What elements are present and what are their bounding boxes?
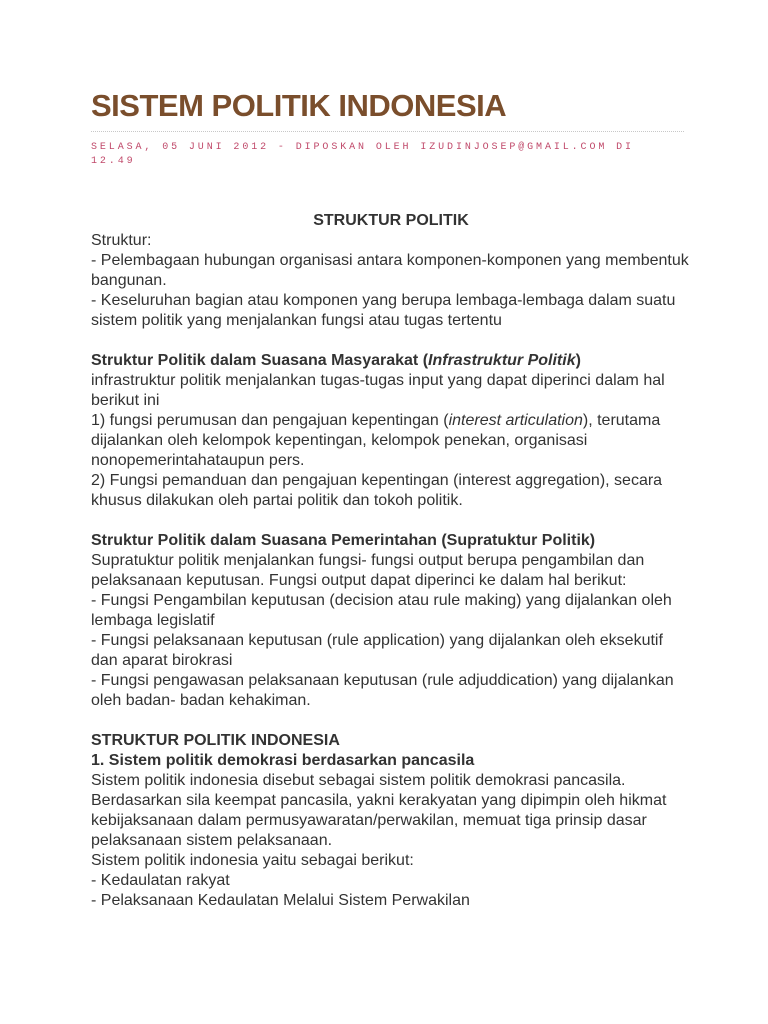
post-meta-time[interactable]: 12.49	[91, 156, 136, 167]
list-item: - Pelaksanaan Kedaulatan Melalui Sistem Perwakilan	[91, 892, 470, 909]
structure-label: Struktur:	[91, 232, 152, 249]
heading-text: )	[575, 352, 581, 369]
section-subheading: 1. Sistem politik demokrasi berdasarkan pancasila	[91, 752, 475, 769]
paragraph-gap	[91, 511, 691, 531]
paragraph-gap	[91, 711, 691, 731]
item-italic-text: interest articulation	[448, 412, 583, 429]
structure-item: - Keseluruhan bagian atau komponen yang berupa lembaga-lembaga dalam suatu sistem politik yang menjalankan fungsi atau tugas tertentu	[91, 292, 676, 329]
section-intro: Supratuktur politik menjalankan fungsi- fungsi output berupa pengambilan dan pelaksanaan keputusan. Fungsi output dapat diperinci ke dalam hal berikut:	[91, 552, 645, 589]
section-paragraph: Sistem politik indonesia yaitu sebagai berikut:	[91, 852, 414, 869]
list-item: - Fungsi Pengambilan keputusan (decision atau rule making) yang dijalankan oleh lembaga legislatif	[91, 592, 672, 629]
post-meta	[91, 141, 681, 169]
list-item: - Fungsi pelaksanaan keputusan (rule application) yang dijalankan oleh eksekutif dan aparat birokrasi	[91, 632, 663, 669]
post-heading: STRUKTUR POLITIK	[313, 212, 469, 229]
heading-text: Struktur Politik dalam Suasana Masyarakat (	[91, 352, 429, 369]
post-meta-line: SELASA, 05 JUNI 2012 - DIPOSKAN OLEH IZUDINJOSEP@GMAIL.COM DI	[91, 142, 634, 153]
heading-italic-text: Infrastruktur Politik	[428, 352, 576, 369]
blog-title[interactable]: SISTEM POLITIK INDONESIA	[91, 88, 507, 123]
section-heading-infrastructure	[91, 351, 691, 371]
paragraph-gap	[91, 331, 691, 351]
item-text: 1) fungsi perumusan dan pengajuan kepentingan (	[91, 412, 449, 429]
section-heading-suprastructure: Struktur Politik dalam Suasana Pemerintahan (Supratuktur Politik)	[91, 532, 596, 549]
structure-item: - Pelembagaan hubungan organisasi antara komponen-komponen yang membentuk bangunan.	[91, 252, 689, 289]
numbered-item	[91, 411, 691, 471]
item-text: ), terutama dijalankan oleh kelompok kepentingan, kelompok penekan, organisasi nonopemerintahataupun pers.	[91, 412, 661, 469]
post-body	[91, 211, 691, 911]
list-item: - Fungsi pengawasan pelaksanaan keputusan (rule adjuddication) yang dijalankan oleh badan- badan kehakiman.	[91, 672, 674, 709]
list-item: - Kedaulatan rakyat	[91, 872, 230, 889]
numbered-item: 2) Fungsi pemanduan dan pengajuan kepentingan (interest aggregation), secara khusus dilakukan oleh partai politik dan tokoh politik.	[91, 472, 663, 509]
section-paragraph: Sistem politik indonesia disebut sebagai sistem politik demokrasi pancasila. Berdasarkan sila keempat pancasila, yakni kerakyatan yang dipimpin oleh hikmat kebijaksanaan dalam permusyawaratan/perwakilan, memuat tiga prinsip dasar pelaksanaan sistem pelaksanaan.	[91, 772, 667, 849]
section-intro: infrastruktur politik menjalankan tugas-tugas input yang dapat diperinci dalam hal berikut ini	[91, 372, 665, 409]
section-heading-indonesia: STRUKTUR POLITIK INDONESIA	[91, 732, 340, 749]
title-divider	[91, 131, 684, 132]
